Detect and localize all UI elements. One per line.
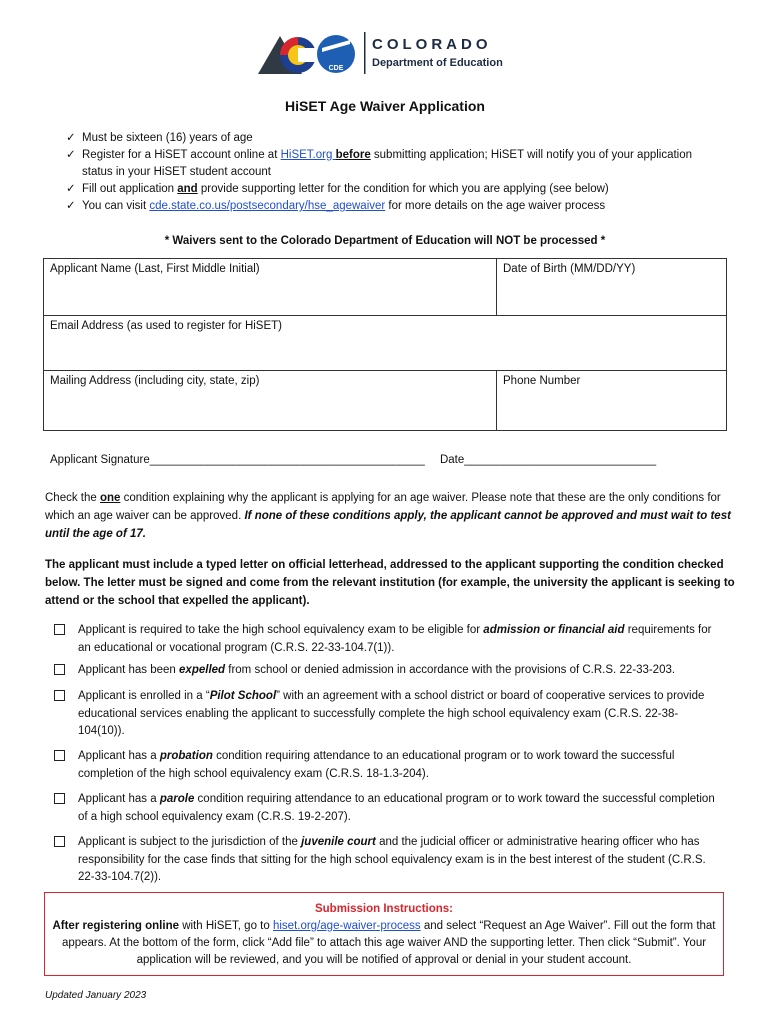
phone-field[interactable]: Phone Number xyxy=(497,371,727,431)
condition-item: Applicant has a probation condition requiring attendance to an educational program or to work toward the successful completion of the high school equivalency exam (C.R.S. 18-1.3-204). xyxy=(54,748,724,783)
list-item: ✓ Must be sixteen (16) years of age xyxy=(66,130,706,147)
logo-subtitle: Department of Education xyxy=(372,57,503,69)
logo-title: COLORADO xyxy=(372,36,492,53)
submission-heading: Submission Instructions: xyxy=(314,903,453,915)
page-title: HiSET Age Waiver Application xyxy=(285,98,485,114)
updated-date: Updated January 2023 xyxy=(45,990,147,1001)
checkbox[interactable] xyxy=(54,836,65,847)
signature-field[interactable]: Applicant Signature___________________________________________ xyxy=(50,454,425,466)
hiset-link[interactable]: HiSET.org xyxy=(280,149,336,161)
list-item: ✓ Register for a HiSET account online at HiSET.org before submitting application; HiSET will notify you of your application status in your HiSET student account xyxy=(66,149,693,178)
dob-field[interactable]: Date of Birth (MM/DD/YY) xyxy=(497,259,727,316)
list-item: ✓ Fill out application and provide supporting letter for the condition for which you are applying (see below) xyxy=(66,181,706,198)
applicant-name-field[interactable]: Applicant Name (Last, First Middle Initial) xyxy=(44,259,497,316)
condition-item: Applicant is enrolled in a “Pilot School” with an agreement with a school district or board of cooperative services to provide educational services enabling the applicant to successfully complete the high school equivalency exam (C.R.S. 22-38-104(10)). xyxy=(54,688,724,741)
email-field[interactable]: Email Address (as used to register for HiSET) xyxy=(44,316,727,371)
signature-row xyxy=(50,454,656,466)
condition-item: Applicant has been expelled from school or denied admission in accordance with the provisions of C.R.S. 22-33-203. xyxy=(54,662,724,680)
checkbox[interactable] xyxy=(54,793,65,804)
list-item: ✓ You can visit cde.state.co.us/postsecondary/hse_agewaiver for more details on the age waiver process xyxy=(66,198,706,215)
age-waiver-process-link[interactable]: hiset.org/age-waiver-process xyxy=(272,920,421,932)
checkmark-icon: ✓ xyxy=(66,200,76,212)
checkmark-icon: ✓ xyxy=(66,132,76,144)
condition-item: Applicant is required to take the high school equivalency exam to be eligible for admission or financial aid requirements for an educational or vocational program (C.R.S. 22-33-104.7(1)). xyxy=(54,622,724,657)
cde-agewaiver-link[interactable]: cde.state.co.us/postsecondary/hse_agewaiver xyxy=(149,200,386,212)
requirements-list xyxy=(66,130,706,215)
mailing-address-field[interactable]: Mailing Address (including city, state, zip) xyxy=(44,371,497,431)
checkbox[interactable] xyxy=(54,750,65,761)
svg-text:CDE: CDE xyxy=(328,65,344,72)
condition-item: Applicant is subject to the jurisdiction of the juvenile court and the judicial officer or administrative hearing officer who has responsibility for the case finds that sitting for the high school equivalency exam is in the best interest of the student (C.R.S. 22-33-104.7(2)). xyxy=(54,834,724,887)
applicant-form xyxy=(43,258,727,431)
checkbox[interactable] xyxy=(54,690,65,701)
warning-text: * Waivers sent to the Colorado Department of Education will NOT be processed * xyxy=(164,235,606,247)
instructions-paragraph: Check the one condition explaining why the applicant is applying for an age waiver. Please note that these are the only conditions for which an age waiver can be approved. If none of these conditions apply, the applicant cannot be approved and must wait to test until the age of 17. xyxy=(45,492,731,540)
date-field[interactable]: Date______________________________ xyxy=(439,454,657,466)
letter-requirements: The applicant must include a typed letter on official letterhead, addressed to the applicant supporting the condition checked below. The letter must be signed and come from the relevant institution (for example, the university the applicant is seeking to attend or the school that expelled the applicant). xyxy=(45,559,735,607)
submission-instructions: Submission Instructions: After registering online with HiSET, go to hiset.org/age-waiver-process and select “Request an Age Waiver”. Fill out the form that appears. At the bottom of the form, click “Add file” to attach this age waiver AND the supporting letter. Then click “Submit”. Your application will be reviewed, and you will be notified of approval or denial in your student account. xyxy=(44,892,724,976)
checkbox[interactable] xyxy=(54,664,65,675)
checkmark-icon: ✓ xyxy=(66,149,76,161)
checkbox[interactable] xyxy=(54,624,65,635)
checkmark-icon: ✓ xyxy=(66,183,76,195)
condition-item: Applicant has a parole condition requiring attendance to an educational program or to work toward the successful completion of a high school equivalency exam (C.R.S. 19-2-207). xyxy=(54,791,724,826)
